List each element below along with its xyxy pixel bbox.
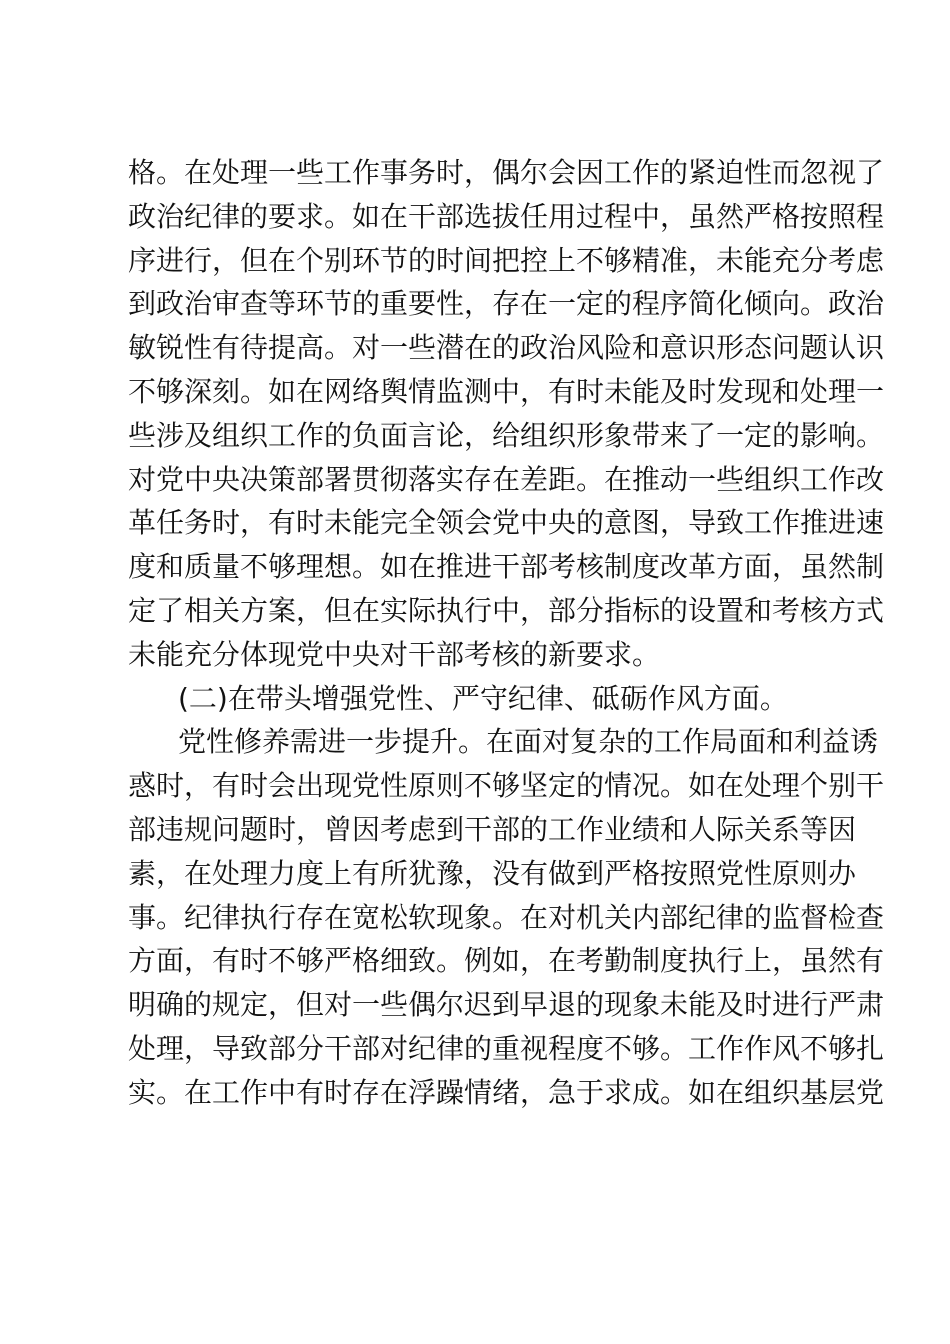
paragraph-line: 事。纪律执行存在宽松软现象。在对机关内部纪律的监督检查 bbox=[128, 900, 885, 934]
paragraph-line: 惑时，有时会出现党性原则不够坚定的情况。如在处理个别干 bbox=[128, 769, 885, 803]
paragraph-line: 政治纪律的要求。如在干部选拔任用过程中，虽然严格按照程 bbox=[128, 199, 885, 233]
paragraph-line: 明确的规定，但对一些偶尔迟到早退的现象未能及时进行严肃 bbox=[128, 988, 885, 1022]
paragraph-line: 处理，导致部分干部对纪律的重视程度不够。工作作风不够扎 bbox=[128, 1031, 885, 1065]
paragraph-line: 方面，有时不够严格细致。例如，在考勤制度执行上，虽然有 bbox=[128, 944, 885, 978]
section-heading: (二)在带头增强党性、严守纪律、砥砺作风方面。 bbox=[178, 681, 788, 715]
paragraph-line: 部违规问题时，曾因考虑到干部的工作业绩和人际关系等因 bbox=[128, 812, 857, 846]
paragraph-line: 到政治审查等环节的重要性，存在一定的程序简化倾向。政治 bbox=[128, 287, 885, 321]
paragraph-line: 对党中央决策部署贯彻落实存在差距。在推动一些组织工作改 bbox=[128, 462, 885, 496]
paragraph-line: 实。在工作中有时存在浮躁情绪，急于求成。如在组织基层党 bbox=[128, 1075, 885, 1109]
paragraph-line: 些涉及组织工作的负面言论，给组织形象带来了一定的影响。 bbox=[128, 418, 885, 452]
document-body bbox=[128, 151, 885, 1115]
paragraph-line: 序进行，但在个别环节的时间把控上不够精准，未能充分考虑 bbox=[128, 243, 885, 277]
paragraph-line: 敏锐性有待提高。对一些潜在的政治风险和意识形态问题认识 bbox=[128, 331, 885, 365]
paragraph-line: 未能充分体现党中央对干部考核的新要求。 bbox=[128, 637, 661, 671]
paragraph-line: 党性修养需进一步提升。在面对复杂的工作局面和利益诱 bbox=[178, 725, 879, 759]
paragraph-line: 度和质量不够理想。如在推进干部考核制度改革方面，虽然制 bbox=[128, 550, 885, 584]
paragraph-line: 不够深刻。如在网络舆情监测中，有时未能及时发现和处理一 bbox=[128, 374, 885, 408]
paragraph-line: 革任务时，有时未能完全领会党中央的意图，导致工作推进速 bbox=[128, 506, 885, 540]
paragraph-line: 素，在处理力度上有所犹豫，没有做到严格按照党性原则办 bbox=[128, 856, 857, 890]
paragraph-line: 定了相关方案，但在实际执行中，部分指标的设置和考核方式 bbox=[128, 593, 885, 627]
paragraph-line: 格。在处理一些工作事务时，偶尔会因工作的紧迫性而忽视了 bbox=[128, 156, 885, 189]
